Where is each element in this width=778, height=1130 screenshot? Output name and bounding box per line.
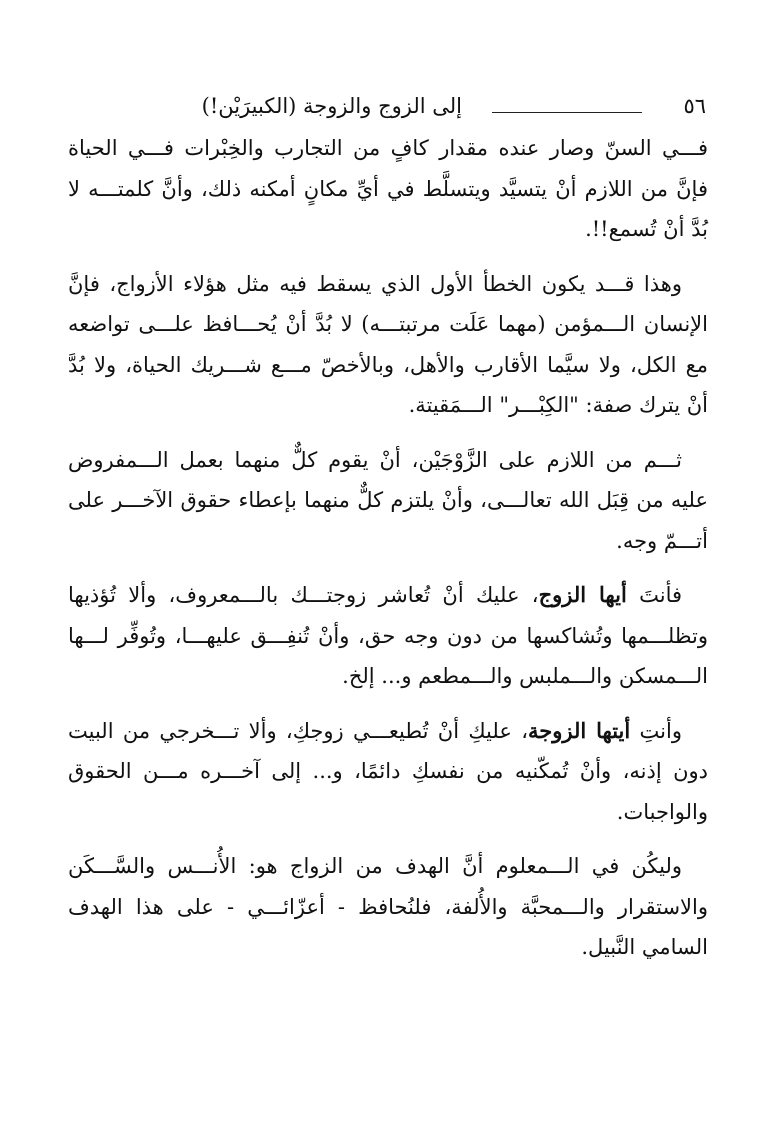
bold-term-husband: أيها الزوج — [538, 582, 627, 607]
paragraph-text: وهذا قـــد يكون الخطأ الأول الذي يسقط فيه مثل هؤلاء الأزواج، فإنَّ الإنسان الـــمؤمن (مهما عَلَت مرتبتـــه) لا بُدَّ أنْ يُحـــافظ علـــى تواضعه مع الكل، ولا سيَّما الأقارب والأهل، وبالأخصّ مـــع شـــريك الحياة، ولا بُدَّ أنْ يترك صفة: "الكِبْـــر" الـــمَقيتة. — [68, 271, 708, 417]
paragraph-goal — [68, 846, 708, 968]
paragraph-first-error — [68, 264, 708, 426]
running-title: إلى الزوج والزوجة (الكبيرَيْن!) — [201, 94, 462, 118]
paragraph-continuation — [68, 128, 708, 250]
paragraph-text: وليكُن في الـــمعلوم أنَّ الهدف من الزواج هو: الأُنـــس والسَّـــكَن والاستقرار والـــمحبَّة والأُلفة، فلنُحافظ - أعزّائـــي - على هذا الهدف السامي النَّبيل. — [68, 854, 708, 959]
paragraph-text: ثـــم من اللازم على الزَّوْجَيْن، أنْ يقوم كلٌّ منهما بعمل الـــمفروض عليه من قِبَل الله تعالـــى، وأنْ يلتزم كلٌّ منهما بإعطاء حقوق الآخـــر على أتـــمّ وجه. — [68, 447, 708, 553]
bold-term-wife: أيتها الزوجة — [527, 717, 631, 743]
page-header — [70, 88, 706, 124]
page-number: ٥٦ — [683, 94, 706, 118]
paragraph-text: ، عليك أنْ تُعاشر زوجتـــك بالـــمعروف، وألا تُؤذيها وتظلـــمها وتُشاكسها من دون وجه حق، وأنْ تُنفِـــق عليهـــا، وتُوفِّر لـــها الـــمسكن والـــملبس والـــمطعم و... إلخ. — [68, 583, 708, 688]
paragraph-wife — [68, 711, 708, 833]
paragraph-lead: وأنتِ — [630, 718, 682, 743]
header-rule — [492, 112, 642, 113]
body-text — [68, 128, 708, 982]
paragraph-obligations — [68, 440, 708, 562]
paragraph-lead: فأنتَ — [626, 583, 683, 607]
paragraph-text: ، عليكِ أنْ تُطيعـــي زوجكِ، وألا تـــخرجي من البيت دون إذنه، وأنْ تُمكّنيه من نفسكِ دائمًا، و... إلى آخـــره مـــن الحقوق والواجبات. — [68, 718, 708, 824]
paragraph-text: فـــي السنّ وصار عنده مقدار كافٍ من التجارب والخِبْرات فـــي الحياة فإنَّ من اللازم أنْ يتسيَّد ويتسلَّط في أيِّ مكانٍ أمكنه ذلك، وأنَّ كلمتـــه لا بُدَّ أنْ تُسمع!!. — [68, 136, 708, 241]
paragraph-husband — [68, 575, 708, 697]
